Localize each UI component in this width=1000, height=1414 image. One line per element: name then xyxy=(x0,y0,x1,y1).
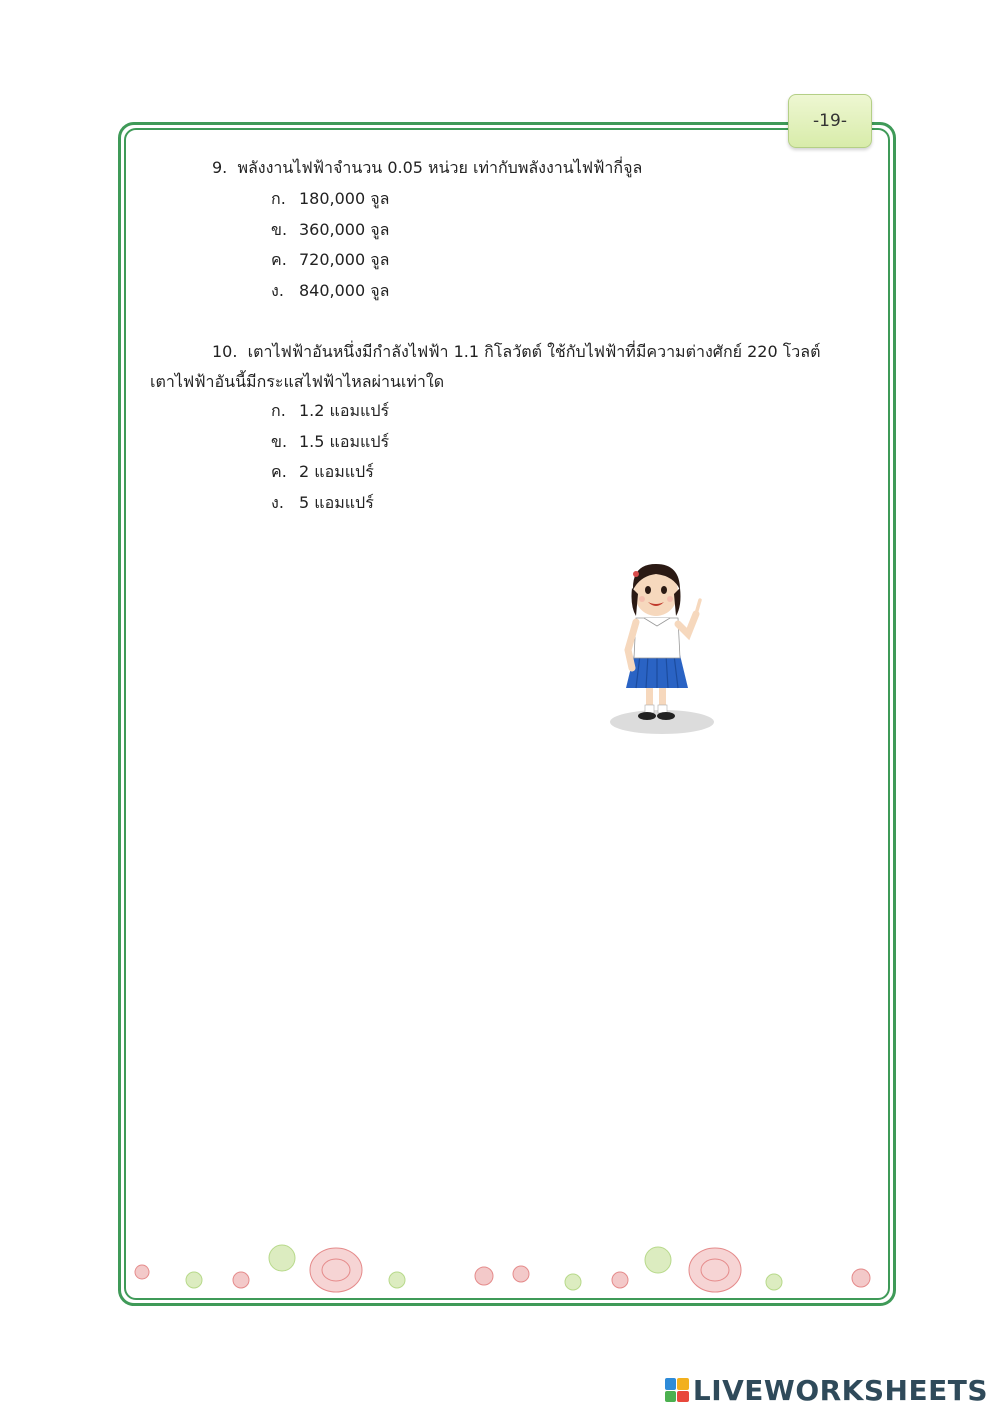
q9-option-a[interactable] xyxy=(271,188,389,210)
liveworksheets-brand[interactable] xyxy=(665,1373,988,1407)
brand-name: LIVEWORKSHEETS xyxy=(692,1373,988,1407)
page-number: -19- xyxy=(813,111,847,131)
option-letter: ง. xyxy=(271,281,284,300)
question-9 xyxy=(212,157,642,179)
q10-option-b[interactable] xyxy=(271,431,389,453)
q9-option-b[interactable] xyxy=(271,219,389,241)
option-text: 840,000 จูล xyxy=(299,281,390,300)
option-letter: ค. xyxy=(271,462,287,481)
question-text: พลังงานไฟฟ้าจำนวน 0.05 หน่วย เท่ากับพลังงานไฟฟ้ากี่จูล xyxy=(237,158,643,177)
liveworksheets-logo-icon xyxy=(665,1378,689,1402)
option-text: 1.5 แอมแปร์ xyxy=(299,432,390,451)
option-letter: ค. xyxy=(271,250,287,269)
schoolgirl-illustration xyxy=(596,550,726,740)
ornament-icon xyxy=(135,1245,870,1292)
christmas-ornaments-decoration xyxy=(124,1236,890,1298)
option-letter: ก. xyxy=(271,401,286,420)
q10-option-a[interactable] xyxy=(271,400,389,422)
option-text: 5 แอมแปร์ xyxy=(299,493,374,512)
option-text: 2 แอมแปร์ xyxy=(299,462,374,481)
option-letter: ก. xyxy=(271,189,286,208)
option-text: 1.2 แอมแปร์ xyxy=(299,401,390,420)
option-letter: ข. xyxy=(271,432,288,451)
option-letter: ง. xyxy=(271,493,284,512)
question-number: 10. xyxy=(212,342,238,361)
question-10-line1 xyxy=(212,341,820,363)
q10-option-d[interactable] xyxy=(271,492,374,514)
q10-option-c[interactable] xyxy=(271,461,374,483)
option-text: 360,000 จูล xyxy=(299,220,390,239)
question-text: เตาไฟฟ้าอันนี้มีกระแสไฟฟ้าไหลผ่านเท่าใด xyxy=(150,372,445,391)
question-number: 9. xyxy=(212,158,228,177)
q9-option-c[interactable] xyxy=(271,249,389,271)
option-letter: ข. xyxy=(271,220,288,239)
page-number-tab xyxy=(788,94,872,148)
option-text: 180,000 จูล xyxy=(299,189,390,208)
q9-option-d[interactable] xyxy=(271,280,389,302)
page-border-inner xyxy=(124,128,890,1300)
question-10-line2 xyxy=(150,371,444,393)
question-text: เตาไฟฟ้าอันหนึ่งมีกำลังไฟฟ้า 1.1 กิโลวัตต์ ใช้กับไฟฟ้าที่มีความต่างศักย์ 220 โวลต์ xyxy=(247,342,821,361)
option-text: 720,000 จูล xyxy=(299,250,390,269)
